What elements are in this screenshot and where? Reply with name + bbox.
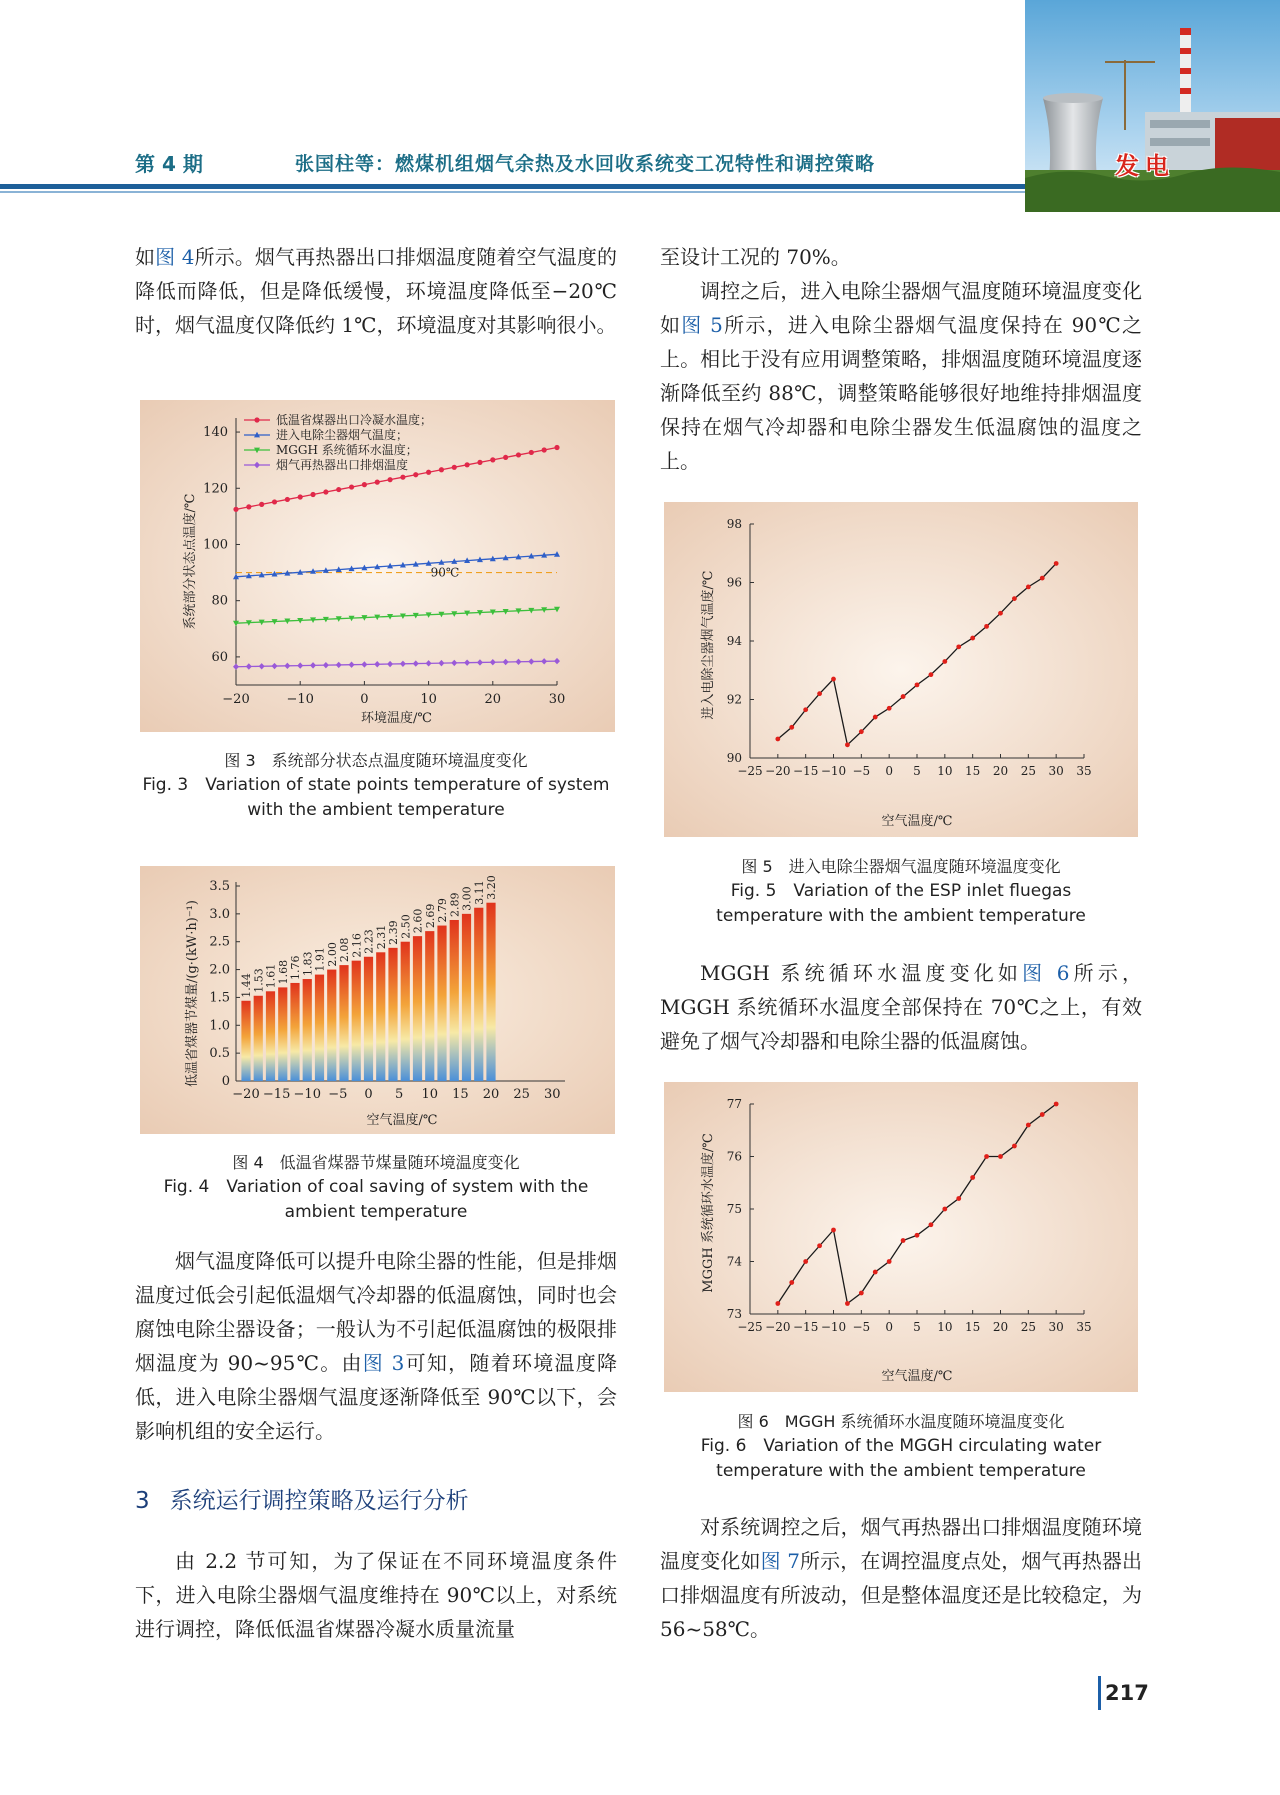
data-point bbox=[901, 694, 906, 699]
x-tick-label: 5 bbox=[394, 1087, 404, 1102]
x-tick-label: −5 bbox=[852, 1320, 871, 1334]
x-tick-label: 0 bbox=[364, 1087, 373, 1102]
bar bbox=[254, 996, 263, 1081]
paragraph-text: 调控之后，进入电除尘器烟气温度随环境温度变化如 bbox=[660, 279, 1142, 337]
bar-value-label: 2.16 bbox=[350, 933, 364, 958]
y-tick-label: 80 bbox=[211, 593, 228, 609]
bar bbox=[413, 936, 422, 1081]
bar bbox=[437, 926, 446, 1081]
y-axis-label: MGGH 系统循环水温度/℃ bbox=[701, 1133, 716, 1293]
data-point bbox=[817, 1243, 822, 1248]
paragraph-text: 所示。烟气再热器出口排烟温度随着空气温度的降低而降低，但是降低缓慢，环境温度降低至−20℃时，烟气温度仅降低约 1℃，环境温度对其影响很小。 bbox=[135, 245, 617, 337]
data-point bbox=[413, 472, 418, 477]
y-tick-label: 75 bbox=[726, 1202, 742, 1216]
data-point bbox=[529, 450, 534, 455]
paragraph-3 bbox=[135, 1544, 617, 1646]
data-point bbox=[285, 497, 290, 502]
x-tick-label: 5 bbox=[913, 764, 921, 778]
data-point bbox=[984, 624, 989, 629]
legend-label: MGGH 系统循环水温度； bbox=[276, 443, 418, 457]
data-point bbox=[998, 1154, 1003, 1159]
header-rule bbox=[0, 184, 1030, 189]
bar bbox=[388, 948, 397, 1081]
paragraph-6 bbox=[660, 956, 1142, 1058]
x-tick-label: 20 bbox=[992, 1320, 1009, 1334]
data-point bbox=[477, 460, 482, 465]
x-tick-label: 15 bbox=[965, 1320, 981, 1334]
figure-4-caption-en-1: Fig. 4 Variation of coal saving of system with the bbox=[163, 1177, 589, 1197]
data-point bbox=[803, 1259, 808, 1264]
legend-label: 烟气再热器出口排烟温度 bbox=[276, 458, 409, 472]
figure-3-caption bbox=[135, 748, 617, 823]
data-point bbox=[272, 499, 277, 504]
y-tick-label: 74 bbox=[726, 1254, 742, 1269]
data-point bbox=[516, 452, 521, 457]
x-tick-label: 0 bbox=[885, 1320, 893, 1334]
figure-5-caption-cn: 图 5 进入电除尘器烟气温度随环境温度变化 bbox=[741, 857, 1061, 876]
figure-5-caption-en-2: temperature with the ambient temperature bbox=[716, 906, 1086, 926]
paragraph-text: 所示，在调控温度点处，烟气再热器出口排烟温度有所波动，但是整体温度还是比较稳定，为 56~58℃。 bbox=[660, 1549, 1142, 1641]
paragraph-text: 所示，进入电除尘器烟气温度保持在 90℃之上。相比于没有应用调整策略，排烟温度随环境温度逐渐降低至约 88℃，调整策略能够很好地维持排烟温度保持在烟气冷却器和电除尘器发生低温腐蚀的温度之上。 bbox=[660, 313, 1142, 473]
data-point bbox=[426, 470, 431, 475]
figure-4-svg bbox=[140, 866, 615, 1134]
data-point bbox=[375, 480, 380, 485]
data-point bbox=[542, 447, 547, 452]
data-point bbox=[452, 465, 457, 470]
bar bbox=[327, 970, 336, 1081]
data-point bbox=[887, 706, 892, 711]
chart-background bbox=[664, 502, 1138, 837]
x-tick-label: 35 bbox=[1076, 764, 1092, 778]
x-tick-label: 20 bbox=[482, 1087, 500, 1102]
bar-value-label: 1.53 bbox=[252, 968, 266, 993]
data-point bbox=[1054, 1102, 1059, 1107]
data-point bbox=[465, 462, 470, 467]
y-tick-label: 140 bbox=[203, 425, 228, 441]
bar bbox=[290, 983, 299, 1081]
y-tick-label: 60 bbox=[211, 649, 228, 665]
data-point bbox=[789, 1280, 794, 1285]
paragraph-4 bbox=[660, 240, 1142, 274]
bar-value-label: 2.69 bbox=[423, 903, 437, 929]
data-point bbox=[246, 504, 251, 509]
bar bbox=[352, 961, 361, 1081]
data-point bbox=[1040, 1112, 1045, 1117]
figure-6-svg bbox=[664, 1082, 1138, 1392]
bar-value-label: 1.61 bbox=[264, 963, 278, 989]
data-point bbox=[775, 1301, 780, 1306]
data-point bbox=[956, 644, 961, 649]
data-point bbox=[233, 507, 238, 512]
y-axis-label: 系统部分状态点温度/℃ bbox=[183, 493, 198, 630]
y-tick-label: 1.0 bbox=[209, 1018, 230, 1034]
figure-6-chart bbox=[664, 1082, 1138, 1392]
data-point bbox=[554, 445, 559, 450]
legend-label: 进入电除尘器烟气温度； bbox=[276, 428, 409, 442]
section-3-title: 系统运行调控策略及运行分析 bbox=[169, 1488, 469, 1514]
y-tick-label: 1.5 bbox=[209, 990, 230, 1006]
paragraph-5 bbox=[660, 274, 1142, 478]
figure-reference-link[interactable]: 图 4 bbox=[155, 245, 195, 269]
data-point bbox=[915, 1233, 920, 1238]
x-tick-label: 25 bbox=[513, 1087, 530, 1102]
paragraph-text: 所示，MGGH 系统循环水温度全部保持在 70℃之上，有效避免了烟气冷却器和电除尘器的低温腐蚀。 bbox=[660, 961, 1143, 1053]
running-title: 张国柱等：燃煤机组烟气余热及水回收系统变工况特性和调控策略 bbox=[295, 153, 876, 175]
data-point bbox=[970, 636, 975, 641]
paragraph-text: 可知，随着环境温度降低，进入电除尘器烟气温度逐渐降低至 90℃以下，会影响机组的安全运行。 bbox=[135, 1351, 618, 1443]
legend-marker bbox=[254, 417, 259, 422]
data-point bbox=[956, 1196, 961, 1201]
figure-4-caption-en-2: ambient temperature bbox=[284, 1202, 468, 1222]
data-point bbox=[803, 707, 808, 712]
page-header bbox=[0, 0, 1280, 200]
bar-value-label: 2.31 bbox=[374, 924, 388, 950]
data-point bbox=[831, 677, 836, 682]
data-point bbox=[942, 1207, 947, 1212]
x-tick-label: −10 bbox=[286, 692, 314, 707]
data-point bbox=[310, 492, 315, 497]
bar bbox=[474, 908, 483, 1081]
bar bbox=[303, 979, 312, 1081]
data-point bbox=[831, 1228, 836, 1233]
bar bbox=[376, 952, 385, 1081]
bar bbox=[278, 987, 287, 1081]
data-point bbox=[970, 1175, 975, 1180]
x-tick-label: −5 bbox=[328, 1087, 348, 1102]
data-point bbox=[929, 672, 934, 677]
bar bbox=[364, 957, 373, 1081]
figure-6-caption-cn: 图 6 MGGH 系统循环水温度随环境温度变化 bbox=[737, 1412, 1065, 1431]
y-tick-label: 90 bbox=[726, 751, 742, 765]
bar-value-label: 2.60 bbox=[411, 908, 425, 934]
data-point bbox=[984, 1154, 989, 1159]
bar bbox=[339, 965, 348, 1081]
y-tick-label: 120 bbox=[203, 481, 228, 497]
y-tick-label: 92 bbox=[726, 692, 742, 707]
issue-number: 第 4 期 bbox=[135, 152, 203, 176]
data-point bbox=[336, 487, 341, 492]
data-point bbox=[387, 477, 392, 482]
x-tick-label: 35 bbox=[1076, 1320, 1092, 1334]
bar-value-label: 2.23 bbox=[362, 929, 376, 954]
y-tick-label: 0 bbox=[221, 1074, 230, 1089]
x-axis-label: 空气温度/℃ bbox=[366, 1113, 438, 1128]
figure-4-caption bbox=[135, 1150, 617, 1225]
x-tick-label: −20 bbox=[765, 764, 791, 778]
x-tick-label: −15 bbox=[262, 1087, 291, 1102]
bar bbox=[266, 991, 275, 1081]
x-tick-label: 10 bbox=[420, 692, 437, 707]
bar-value-label: 2.39 bbox=[387, 920, 400, 945]
figure-6-caption-en-2: temperature with the ambient temperature bbox=[716, 1461, 1086, 1481]
figure-3-svg bbox=[140, 400, 615, 732]
bar-value-label: 1.91 bbox=[313, 947, 327, 972]
data-point bbox=[942, 659, 947, 664]
y-axis-label: 低温省煤器节煤量/(g·(kW·h)⁻¹) bbox=[185, 900, 200, 1087]
data-point bbox=[901, 1238, 906, 1243]
x-tick-label: −25 bbox=[737, 1320, 763, 1334]
paragraph-text: 烟气温度降低可以提升电除尘器的性能，但是排烟温度过低会引起低温烟气冷却器的低温腐蚀，同时也会腐蚀电除尘器设备；一般认为不引起低温腐蚀的极限排烟温度为 90~95℃。由 bbox=[135, 1249, 617, 1375]
x-tick-label: 10 bbox=[937, 764, 953, 778]
bar bbox=[462, 914, 471, 1081]
section-3-number: 3 bbox=[135, 1488, 150, 1514]
page-number: 217 bbox=[1098, 1676, 1142, 1710]
figure-5-svg bbox=[664, 502, 1138, 837]
bar-value-label: 3.11 bbox=[472, 880, 486, 905]
bar-value-label: 2.50 bbox=[399, 914, 413, 939]
x-tick-label: −15 bbox=[793, 764, 819, 778]
y-tick-label: 98 bbox=[726, 517, 742, 531]
section-label: 发电 bbox=[1115, 152, 1175, 180]
data-point bbox=[1026, 584, 1031, 589]
figure-3-caption-cn: 图 3 系统部分状态点温度随环境温度变化 bbox=[224, 751, 528, 770]
x-tick-label: 25 bbox=[1020, 1320, 1036, 1334]
section-3-heading bbox=[135, 1482, 469, 1515]
x-tick-label: 30 bbox=[1048, 764, 1064, 778]
data-point bbox=[859, 729, 864, 734]
x-tick-label: 20 bbox=[992, 764, 1009, 778]
bar-value-label: 3.20 bbox=[485, 875, 498, 900]
figure-5-caption bbox=[660, 854, 1142, 929]
x-axis-label: 空气温度/℃ bbox=[881, 814, 953, 829]
bar bbox=[425, 931, 434, 1081]
y-tick-label: 0.5 bbox=[209, 1046, 230, 1062]
figure-4-chart bbox=[140, 866, 615, 1134]
x-tick-label: 30 bbox=[548, 692, 566, 707]
data-point bbox=[859, 1291, 864, 1296]
x-tick-label: 10 bbox=[937, 1320, 953, 1334]
data-point bbox=[1054, 561, 1059, 566]
data-point bbox=[400, 475, 405, 480]
figure-reference-link[interactable]: 图 6 bbox=[1022, 961, 1070, 985]
data-point bbox=[915, 682, 920, 687]
y-axis-label: 进入电除尘器烟气温度/℃ bbox=[701, 570, 716, 720]
x-tick-label: −20 bbox=[222, 692, 250, 707]
paragraph-text: 如 bbox=[135, 245, 156, 269]
x-tick-label: 0 bbox=[885, 764, 893, 778]
data-point bbox=[503, 455, 508, 460]
data-point bbox=[817, 691, 822, 696]
data-point bbox=[259, 502, 264, 507]
x-tick-label: −20 bbox=[232, 1087, 260, 1102]
data-point bbox=[873, 715, 878, 720]
bar-value-label: 2.79 bbox=[436, 898, 449, 923]
x-axis-label: 空气温度/℃ bbox=[881, 1369, 953, 1384]
bar bbox=[401, 942, 410, 1081]
data-point bbox=[929, 1222, 934, 1227]
figure-3-chart bbox=[140, 400, 615, 732]
data-point bbox=[1026, 1123, 1031, 1128]
x-tick-label: 0 bbox=[360, 692, 369, 707]
figure-3-caption-en-2: with the ambient temperature bbox=[247, 800, 505, 820]
paragraph-7 bbox=[660, 1510, 1142, 1646]
paragraph-text: 由 2.2 节可知，为了保证在不同环境温度条件下，进入电除尘器烟气温度维持在 90℃以上，对系统进行调控，降低低温省煤器冷凝水质量流量 bbox=[135, 1549, 617, 1641]
figure-5-caption-en-1: Fig. 5 Variation of the ESP inlet fluegas bbox=[730, 881, 1072, 901]
x-tick-label: 30 bbox=[1048, 1320, 1064, 1334]
data-point bbox=[1040, 576, 1045, 581]
y-tick-label: 94 bbox=[726, 634, 742, 648]
figure-3-caption-en-1: Fig. 3 Variation of state points temperature of system bbox=[142, 775, 610, 795]
figure-reference-link[interactable]: 图 7 bbox=[760, 1549, 800, 1573]
data-point bbox=[887, 1259, 892, 1264]
bar bbox=[315, 975, 324, 1081]
paragraph-text: 至设计工况的 70%。 bbox=[660, 245, 851, 269]
figure-5-chart bbox=[664, 502, 1138, 837]
y-tick-label: 3.0 bbox=[209, 906, 230, 922]
x-tick-label: 10 bbox=[421, 1087, 439, 1102]
y-tick-label: 96 bbox=[726, 575, 742, 590]
x-tick-label: 15 bbox=[452, 1087, 469, 1102]
paragraph-text: MGGH 系统循环水温度变化如 bbox=[700, 961, 1023, 985]
bar-value-label: 1.68 bbox=[276, 959, 290, 985]
bar bbox=[450, 920, 459, 1081]
x-tick-label: 30 bbox=[543, 1087, 561, 1102]
x-tick-label: 20 bbox=[484, 692, 502, 707]
paragraph-2 bbox=[135, 1244, 617, 1448]
data-point bbox=[362, 482, 367, 487]
figure-4-caption-cn: 图 4 低温省煤器节煤量随环境温度变化 bbox=[232, 1153, 520, 1172]
bar-value-label: 2.08 bbox=[338, 937, 351, 963]
data-point bbox=[439, 467, 444, 472]
data-point bbox=[845, 742, 850, 747]
data-point bbox=[845, 1301, 850, 1306]
figure-reference-link[interactable]: 图 5 bbox=[681, 313, 723, 337]
y-tick-label: 2.5 bbox=[209, 934, 230, 950]
data-point bbox=[998, 611, 1003, 616]
bar-value-label: 1.44 bbox=[240, 973, 253, 998]
chart-background bbox=[664, 1082, 1138, 1392]
legend-label: 低温省煤器出口冷凝水温度； bbox=[276, 413, 433, 427]
header-rule-thin bbox=[0, 191, 1030, 193]
data-point bbox=[873, 1270, 878, 1275]
x-tick-label: −20 bbox=[765, 1320, 791, 1334]
bar-value-label: 2.89 bbox=[448, 892, 462, 917]
y-tick-label: 76 bbox=[726, 1149, 742, 1164]
y-tick-label: 3.5 bbox=[209, 879, 230, 894]
paragraph-text: 对系统调控之后，烟气再热器出口排烟温度随环境温度变化如 bbox=[660, 1515, 1142, 1573]
paragraph-1 bbox=[135, 240, 617, 342]
bar bbox=[241, 1001, 250, 1081]
reference-line-label: 90℃ bbox=[430, 565, 460, 580]
data-point bbox=[349, 484, 354, 489]
data-point bbox=[298, 494, 303, 499]
data-point bbox=[1012, 596, 1017, 601]
figure-6-caption-en-1: Fig. 6 Variation of the MGGH circulating water bbox=[700, 1436, 1102, 1456]
data-point bbox=[775, 737, 780, 742]
x-tick-label: 5 bbox=[913, 1320, 921, 1334]
bar-value-label: 2.00 bbox=[325, 942, 339, 967]
y-tick-label: 77 bbox=[726, 1097, 742, 1111]
data-point bbox=[789, 725, 794, 730]
data-point bbox=[1012, 1144, 1017, 1149]
x-tick-label: −15 bbox=[793, 1320, 819, 1334]
bar-value-label: 1.76 bbox=[289, 955, 302, 980]
bar bbox=[486, 903, 495, 1081]
x-axis-label: 环境温度/℃ bbox=[361, 711, 432, 726]
y-tick-label: 73 bbox=[726, 1307, 742, 1321]
figure-6-caption bbox=[660, 1409, 1142, 1484]
x-tick-label: −10 bbox=[820, 1320, 847, 1334]
x-tick-label: −10 bbox=[820, 764, 847, 778]
x-tick-label: −10 bbox=[293, 1087, 321, 1102]
figure-reference-link[interactable]: 图 3 bbox=[362, 1351, 405, 1375]
data-point bbox=[490, 457, 495, 462]
bar-value-label: 3.00 bbox=[460, 886, 474, 911]
data-point bbox=[323, 489, 328, 494]
y-tick-label: 100 bbox=[203, 537, 228, 553]
bar-value-label: 1.83 bbox=[301, 951, 315, 977]
y-tick-label: 2.0 bbox=[209, 962, 230, 978]
x-tick-label: 15 bbox=[965, 764, 981, 778]
x-tick-label: 25 bbox=[1020, 764, 1036, 778]
x-tick-label: −5 bbox=[852, 764, 871, 778]
x-tick-label: −25 bbox=[737, 764, 763, 778]
